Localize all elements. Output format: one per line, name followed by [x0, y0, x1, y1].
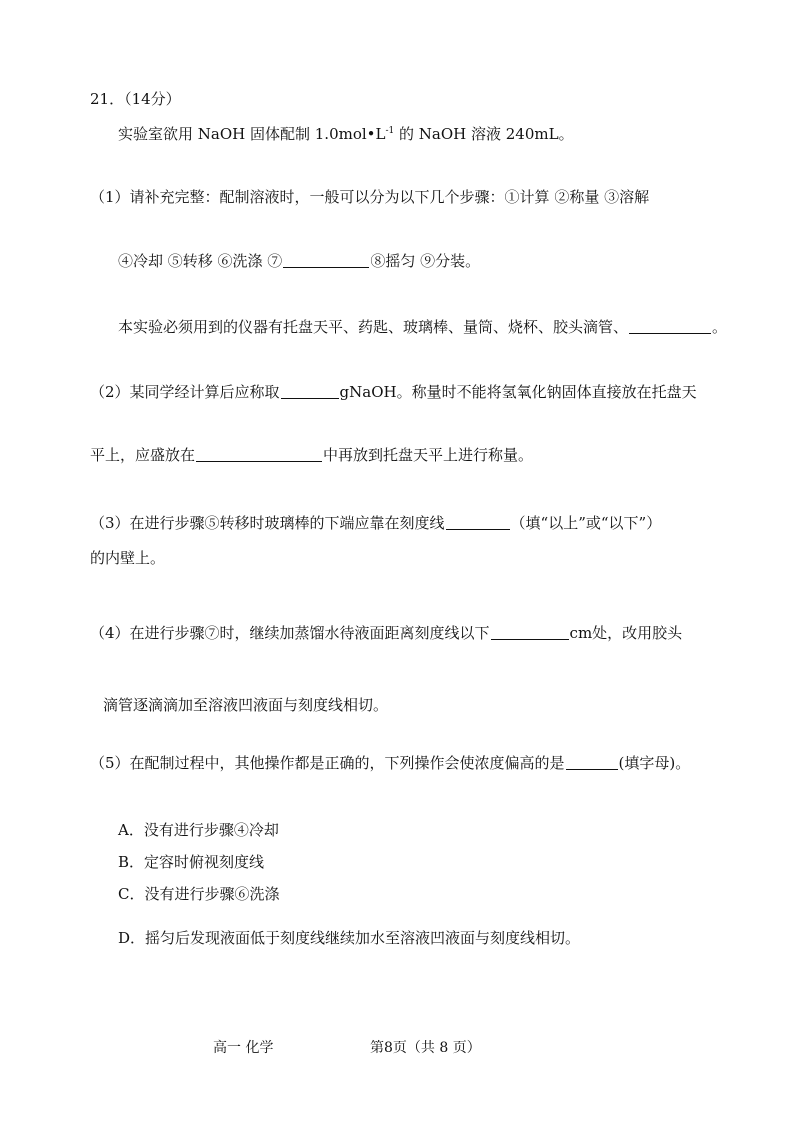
intro-superscript: -1: [385, 126, 395, 136]
part5-line1-post: (填字母)。: [618, 754, 691, 772]
part2-line1-pre: （2）某同学经计算后应称取: [90, 383, 280, 401]
part5-line1: [90, 752, 690, 774]
distance-answer-blank[interactable]: [491, 624, 569, 640]
question-intro: [118, 123, 574, 145]
instrument-answer-blank[interactable]: [629, 318, 711, 334]
part2-line2-pre: 平上，应盛放在: [90, 446, 196, 464]
part1-line3-pre: 本实验必须用到的仪器有托盘天平、药匙、玻璃棒、量筒、烧杯、胶头滴管、: [118, 318, 629, 336]
part1-line2-post: ⑧摇匀 ⑨分装。: [370, 252, 481, 270]
option-b: B．定容时俯视刻度线: [118, 853, 265, 871]
choice-answer-blank[interactable]: [566, 754, 618, 770]
option-c: C．没有进行步骤⑥洗涤: [118, 885, 280, 903]
part3-line2: 的内壁上。: [90, 549, 166, 567]
part1-line2-pre: ④冷却 ⑤转移 ⑥洗涤 ⑦: [118, 252, 283, 270]
position-answer-blank[interactable]: [446, 514, 510, 530]
part2-line1: [90, 381, 697, 403]
option-d: D．摇匀后发现液面低于刻度线继续加水至溶液凹液面与刻度线相切。: [118, 929, 581, 947]
part1-line1: （1）请补充完整：配制溶液时，一般可以分为以下几个步骤：①计算 ②称量 ③溶解: [90, 188, 650, 206]
part3-line1-pre: （3）在进行步骤⑤转移时玻璃棒的下端应靠在刻度线: [90, 514, 445, 532]
part1-line3: [118, 316, 727, 338]
option-a: A．没有进行步骤④冷却: [118, 821, 279, 839]
container-answer-blank[interactable]: [196, 446, 322, 462]
part2-line1-post: gNaOH。称量时不能将氢氧化钠固体直接放在托盘天: [339, 383, 697, 401]
footer-subject: 高一 化学: [213, 1040, 274, 1056]
question-header: 21．（14分）: [90, 90, 181, 108]
footer-page-number: 第8页（共 8 页）: [370, 1040, 481, 1056]
part4-line1-pre: （4）在进行步骤⑦时，继续加蒸馏水待液面距离刻度线以下: [90, 624, 490, 642]
part2-line2-post: 中再放到托盘天平上进行称量。: [323, 446, 534, 464]
part5-line1-pre: （5）在配制过程中，其他操作都是正确的，下列操作会使浓度偏高的是: [90, 754, 565, 772]
part4-line2: 滴管逐滴滴加至溶液凹液面与刻度线相切。: [103, 696, 389, 714]
part4-line1-post: cm处，改用胶头: [569, 624, 683, 642]
part1-line2: [118, 250, 480, 272]
part2-line2: [90, 444, 533, 466]
intro-text-post: 的 NaOH 溶液 240mL。: [394, 125, 574, 143]
mass-answer-blank[interactable]: [281, 383, 339, 399]
intro-text-pre: 实验室欲用 NaOH 固体配制 1.0mol•L: [118, 125, 386, 143]
part3-line1: [90, 512, 661, 534]
part1-line3-post: 。: [712, 318, 728, 336]
step7-answer-blank[interactable]: [283, 252, 369, 268]
part3-line1-post: （填“以上”或“以下”）: [510, 514, 662, 532]
part4-line1: [90, 622, 682, 644]
